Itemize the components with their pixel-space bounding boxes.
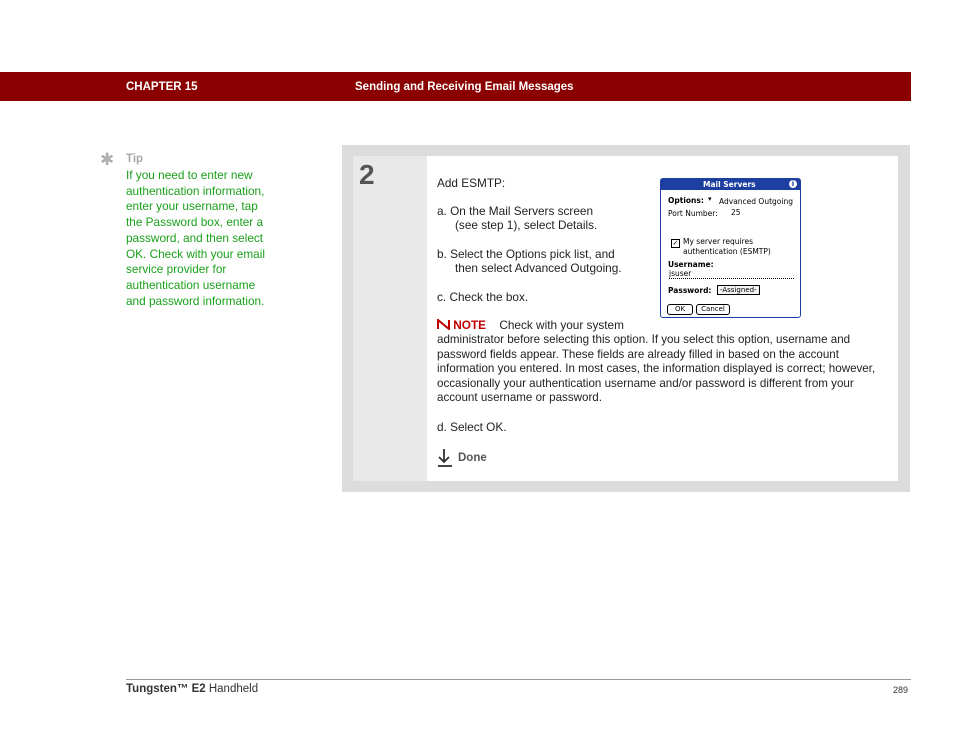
- down-arrow-icon: [437, 448, 453, 468]
- palm-port-label: Port Number:: [668, 209, 718, 218]
- tip-text: If you need to enter new authentication information, enter your username, tap the Password box, enter a password, and then select OK. Check with your email service provider for authentication username and password information.: [126, 168, 265, 308]
- chapter-header-bar: [0, 72, 911, 101]
- tip-label: Tip: [126, 153, 144, 165]
- triangle-down-icon: ▾: [708, 195, 712, 203]
- substep-c: c. Check the box.: [437, 290, 529, 304]
- footer-product-name: Tungsten™ E2: [126, 683, 206, 695]
- info-icon: i: [789, 180, 797, 188]
- palm-username-value: jsuser: [669, 269, 692, 278]
- palm-ok-button: OK: [667, 304, 693, 315]
- palm-title-bar: [661, 179, 800, 190]
- note-heading: [437, 318, 624, 332]
- substep-b-line1: b. Select the Options pick list, and: [437, 247, 615, 261]
- footer-product: [126, 683, 258, 695]
- step-intro: Add ESMTP:: [437, 176, 506, 190]
- palm-port-value: 25: [731, 208, 741, 217]
- palm-checkbox-line2: authentication (ESMTP): [683, 247, 771, 256]
- esmtp-checkbox: ✓: [672, 239, 679, 247]
- step-number-column: [353, 156, 427, 481]
- step-number: 2: [359, 159, 375, 190]
- palm-username-label: Username:: [668, 260, 714, 269]
- substep-a-line1: a. On the Mail Servers screen: [437, 204, 594, 218]
- palm-username-underline: [669, 278, 794, 279]
- palm-password-value: -Assigned-: [717, 285, 760, 295]
- palm-title: Mail Servers: [703, 180, 756, 189]
- palm-checkbox-line1: My server requires: [683, 237, 753, 246]
- palm-cancel-button: Cancel: [696, 304, 730, 315]
- palm-options-value: Advanced Outgoing: [719, 197, 793, 206]
- footer-product-suffix: Handheld: [205, 683, 259, 695]
- step-content: [427, 156, 898, 481]
- step-panel: [342, 145, 910, 492]
- substep-b-line2: then select Advanced Outgoing.: [455, 261, 622, 275]
- page-number: 289: [893, 685, 909, 695]
- substep-d: d. Select OK.: [437, 420, 507, 434]
- chapter-label: CHAPTER 15: [126, 81, 198, 93]
- palm-options-label: Options:: [668, 196, 704, 205]
- done-label: Done: [458, 452, 487, 464]
- palm-password-label: Password:: [668, 286, 712, 295]
- note-body: administrator before selecting this option. If you select this option, username and password fields appear. These fields are already filled in based on the account information you entered. In most cases, the information displayed is correct; however, occasionally your authentication username and/or password is different from your account username or password.: [437, 333, 876, 405]
- chapter-title: Sending and Receiving Email Messages: [355, 81, 574, 93]
- note-label: NOTE: [453, 318, 487, 332]
- footer-rule: [126, 679, 911, 680]
- substep-a-line2: (see step 1), select Details.: [455, 218, 598, 232]
- note-icon: [437, 319, 450, 330]
- mail-servers-screenshot: [660, 178, 801, 318]
- asterisk-icon: ✱: [100, 150, 115, 169]
- note-first-line: Check with your system: [499, 318, 624, 332]
